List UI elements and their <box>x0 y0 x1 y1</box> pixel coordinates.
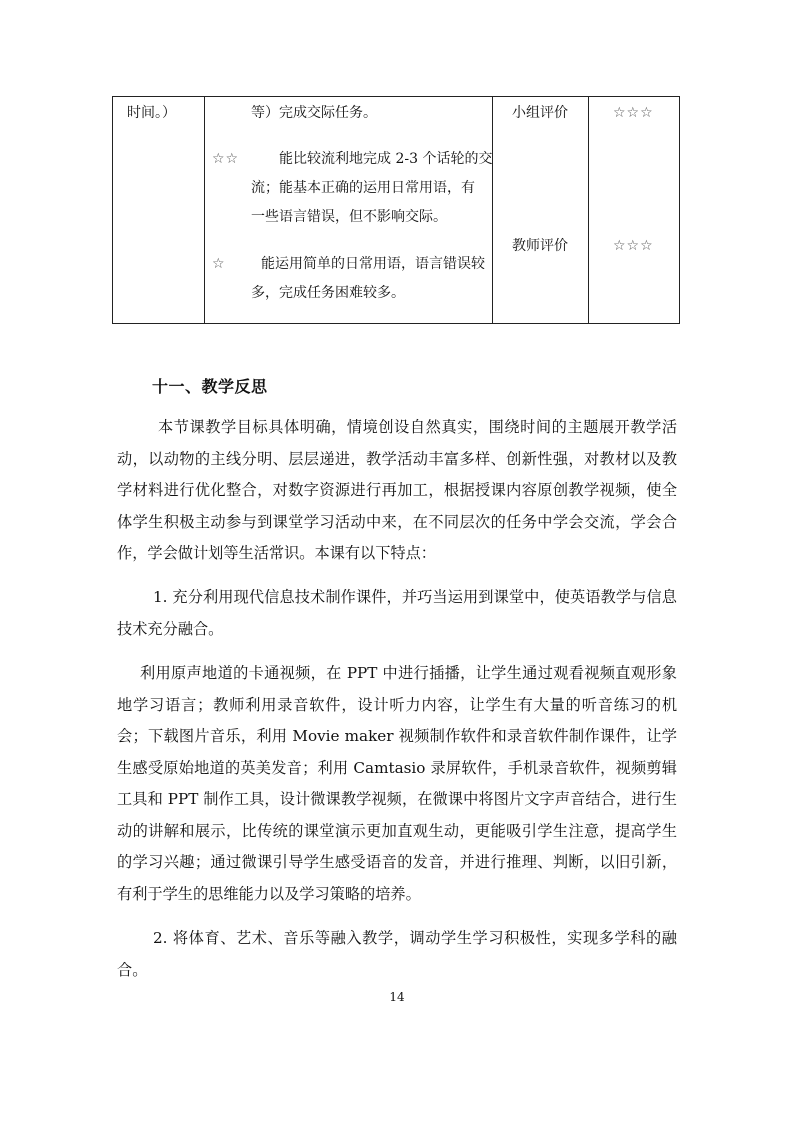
group-evaluation-label: 小组评价 <box>512 105 568 121</box>
table-divider <box>588 97 589 323</box>
paragraph-point-1-detail: 利用原声地道的卡通视频，在 PPT 中进行插播，让学生通过观看视频直观形象地学习语言；教师利用录音软件，设计听力内容，让学生有大量的听音练习的机会；下载图片音乐，利用 Movie maker 视频制作软件和录音软件制作课件，让学生感受原始地道的英美发音；利用 Camtasio 录屏软件，手机录音软件，视频剪辑工具和 PPT 制作工具，设计微课教学视频，在微课中将图片文字声音结合，进行生动的讲解和展示，比传统的课堂演示更加直观生动，更能吸引学生注意，提高学生的学习兴趣；通过微课引导学生感受语音的发音，并进行推理、判断，以旧引新，有利于学生的思维能力以及学习策略的培养。 <box>117 664 677 903</box>
criteria-line: 多，完成任务困难较多。 <box>251 285 405 301</box>
paragraph-point-2: 2. 将体育、艺术、音乐等融入教学，调动学生学习积极性，实现多学科的融合。 <box>117 929 677 979</box>
paragraph-point-1: 1. 充分利用现代信息技术制作课件，并巧当运用到课堂中，使英语教学与信息技术充分融合。 <box>117 588 677 638</box>
table-divider <box>492 97 493 323</box>
page-number: 14 <box>389 990 405 1004</box>
evaluation-table <box>112 96 680 324</box>
group-rating-stars-icon: ☆☆☆ <box>613 105 654 121</box>
criteria-line: 流；能基本正确的运用日常用语，有 <box>251 180 475 196</box>
teacher-evaluation-label: 教师评价 <box>512 238 568 254</box>
section-heading: 十一、教学反思 <box>152 377 268 396</box>
criteria-line: 一些语言错误，但不影响交际。 <box>251 209 447 225</box>
criteria-line: 能运用简单的日常用语，语言错误较 <box>261 256 485 272</box>
criteria-line: 能比较流利地完成 2-3 个话轮的交 <box>279 151 493 167</box>
criteria-line: 等）完成交际任务。 <box>251 105 377 121</box>
paragraph-intro: 本节课教学目标具体明确，情境创设自然真实，围绕时间的主题展开教学活动，以动物的主线分明、层层递进，教学活动丰富多样、创新性强，对教材以及教学材料进行优化整合，对数字资源进行再加工，根据授课内容原创教学视频，使全体学生积极主动参与到课堂学习活动中来，在不同层次的任务中学会交流，学会合作，学会做计划等生活常识。本课有以下特点： <box>117 418 677 562</box>
table-cell-time: 时间。） <box>127 105 176 121</box>
level-2-stars-icon: ☆☆ <box>212 151 240 167</box>
table-divider <box>204 97 205 323</box>
level-1-star-icon: ☆ <box>212 256 226 272</box>
teacher-rating-stars-icon: ☆☆☆ <box>613 238 654 254</box>
